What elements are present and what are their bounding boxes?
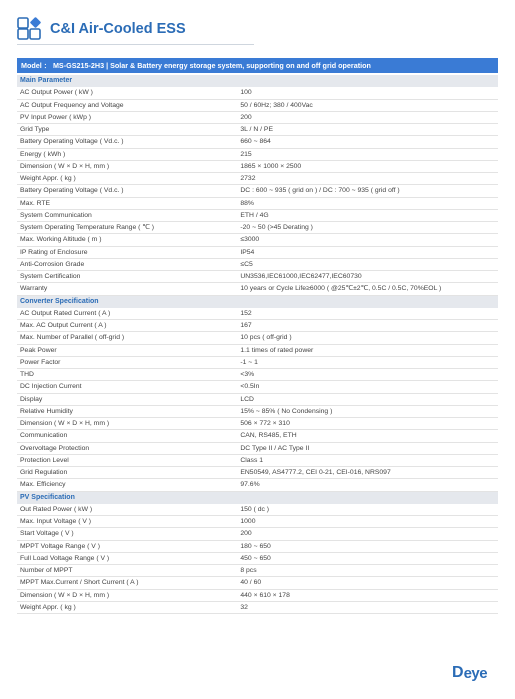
table-row <box>17 259 498 271</box>
section-header: Converter Specification <box>17 296 498 308</box>
parameter-value: ≤C5 <box>240 260 253 268</box>
parameter-label: Relative Humidity <box>20 407 73 415</box>
title-divider <box>17 44 254 45</box>
parameter-value: <3% <box>240 371 255 378</box>
parameter-label: Overvoltage Protection <box>20 444 90 452</box>
parameter-label: Grid Type <box>20 126 50 133</box>
section-header: PV Specification <box>17 492 498 504</box>
parameter-label: System Certification <box>20 273 81 280</box>
parameter-value: 1865 × 1000 × 2500 <box>240 162 302 170</box>
parameter-value: 660 ~ 864 <box>240 138 271 146</box>
table-row <box>17 577 498 589</box>
table-row <box>17 504 498 516</box>
parameter-label: Dimension ( W × D × H, mm ) <box>20 162 110 170</box>
parameter-label: DC Injection Current <box>20 383 82 391</box>
parameter-label: Max. Number of Parallel ( off-grid ) <box>20 334 125 342</box>
parameter-label: Grid Regulation <box>20 469 68 476</box>
table-row <box>17 271 498 283</box>
table-row <box>17 443 498 455</box>
parameter-value: <0.5In <box>240 383 260 391</box>
parameter-value: 15% ~ 85% ( No Condensing ) <box>240 407 333 415</box>
parameter-value: DC : 600 ~ 935 ( grid on ) / DC : 700 ~ 935 ( grid off ) <box>240 187 400 195</box>
table-row <box>17 357 498 369</box>
parameter-label: Dimension ( W × D × H, mm ) <box>20 420 110 427</box>
table-row <box>17 455 498 467</box>
parameter-value: 440 × 610 × 178 <box>240 591 290 599</box>
table-row <box>17 381 498 393</box>
table-row <box>17 467 498 479</box>
parameter-label: Max. RTE <box>20 199 51 207</box>
table-row <box>17 136 498 148</box>
parameter-value: 50 / 60Hz; 380 / 400Vac <box>240 101 313 109</box>
parameter-label: System Communication <box>20 211 92 219</box>
parameter-label: System Operating Temperature Range ( ℃ ) <box>20 224 155 231</box>
parameter-label: Power Factor <box>20 358 61 366</box>
table-row <box>17 161 498 173</box>
table-row <box>17 406 498 418</box>
table-row <box>17 100 498 112</box>
table-row <box>17 320 498 332</box>
parameter-label: Peak Power <box>20 346 57 354</box>
page-title: C&I Air-Cooled ESS <box>50 21 186 37</box>
table-row <box>17 87 498 99</box>
parameter-value: 88% <box>240 199 254 207</box>
parameter-value: EN50549, AS4777.2, CEI 0-21, CEI-016, NRS097 <box>240 469 391 476</box>
parameter-value: 450 ~ 650 <box>240 554 271 562</box>
parameter-label: MPPT Max.Current / Short Current ( A ) <box>20 579 139 587</box>
parameter-label: PV Input Power ( kWp ) <box>20 113 92 121</box>
parameter-value: 32 <box>240 603 248 611</box>
parameter-value: Class 1 <box>240 456 264 464</box>
table-row <box>17 394 498 406</box>
parameter-label: Out Rated Power ( kW ) <box>20 505 93 513</box>
parameter-value: 180 ~ 650 <box>240 542 271 550</box>
parameter-label: Max. Efficiency <box>20 481 66 489</box>
parameter-value: ETH / 4G <box>240 211 269 219</box>
table-row <box>17 247 498 259</box>
table-row <box>17 479 498 491</box>
parameter-value: DC Type II / AC Type II <box>240 444 310 452</box>
parameter-label: Anti-Corrosion Grade <box>20 260 85 268</box>
table-row <box>17 602 498 614</box>
parameter-label: Dimension ( W × D × H, mm ) <box>20 591 110 599</box>
parameter-value: -1 ~ 1 <box>240 358 258 366</box>
table-row <box>17 528 498 540</box>
table-row <box>17 516 498 528</box>
parameter-value: 215 <box>240 150 252 158</box>
parameter-value: 1.1 times of rated power <box>240 346 314 354</box>
table-row <box>17 185 498 197</box>
parameter-value: 150 ( dc ) <box>240 505 270 513</box>
table-row <box>17 283 498 295</box>
spec-table <box>17 75 498 614</box>
parameter-label: Battery Operating Voltage ( Vd.c. ) <box>20 138 124 146</box>
table-row <box>17 332 498 344</box>
parameter-value: 8 pcs <box>240 567 257 574</box>
parameter-label: Battery Operating Voltage ( Vd.c. ) <box>20 187 124 195</box>
parameter-value: 2732 <box>240 175 256 182</box>
parameter-label: MPPT Voltage Range ( V ) <box>20 542 100 550</box>
table-row <box>17 369 498 381</box>
parameter-label: Protection Level <box>20 456 69 464</box>
table-row <box>17 308 498 320</box>
table-row <box>17 112 498 124</box>
parameter-value: 200 <box>240 530 252 538</box>
parameter-value: -20 ~ 50 (>45 Derating ) <box>240 224 313 231</box>
parameter-label: Max. Working Altitude ( m ) <box>20 236 102 244</box>
table-row <box>17 149 498 161</box>
parameter-value: CAN, RS485, ETH <box>240 432 297 440</box>
parameter-label: Communication <box>20 432 68 440</box>
deye-logo <box>452 664 487 682</box>
table-row <box>17 222 498 234</box>
parameter-value: 40 / 60 <box>240 579 262 587</box>
parameter-label: Max. AC Output Current ( A ) <box>20 322 107 329</box>
model-bar: Model ： MS-GS215-2H3 | Solar & Battery energy storage system, supporting on and off grid operation <box>17 58 498 73</box>
parameter-value: 167 <box>240 322 252 329</box>
parameter-value: 200 <box>240 113 252 121</box>
parameter-label: AC Output Power ( kW ) <box>20 89 93 97</box>
parameter-label: Warranty <box>20 285 48 293</box>
parameter-value: 3L / N / PE <box>240 126 273 133</box>
parameter-label: THD <box>20 371 34 378</box>
parameter-value: 10 years or Cycle Life≥6000 ( @25℃±2℃, 0.5C / 0.5C, 70%EOL ) <box>240 285 442 293</box>
parameter-value: LCD <box>240 395 254 403</box>
parameter-label: Full Load Voltage Range ( V ) <box>20 554 110 562</box>
parameter-value: 1000 <box>240 518 256 525</box>
parameter-value: 506 × 772 × 310 <box>240 420 290 427</box>
parameter-label: Number of MPPT <box>20 567 73 574</box>
parameter-label: Max. Input Voltage ( V ) <box>20 518 92 525</box>
table-row <box>17 541 498 553</box>
parameter-label: Start Voltage ( V ) <box>20 530 74 538</box>
parameter-label: Energy ( kWh ) <box>20 150 66 158</box>
table-row <box>17 418 498 430</box>
parameter-label: AC Output Frequency and Voltage <box>20 101 124 109</box>
table-row <box>17 565 498 577</box>
table-row <box>17 553 498 565</box>
section-header: Main Parameter <box>17 75 498 87</box>
table-row <box>17 430 498 442</box>
parameter-value: ≤3000 <box>240 236 260 244</box>
parameter-value: 97.6% <box>240 481 260 489</box>
parameter-value: UN3536,IEC61000,IEC62477,IEC60730 <box>240 273 362 280</box>
table-row <box>17 234 498 246</box>
parameter-label: IP Rating of Enclosure <box>20 248 88 256</box>
parameter-label: Display <box>20 395 43 403</box>
page-header <box>17 16 186 42</box>
parameter-value: 152 <box>240 309 252 317</box>
parameter-value: 10 pcs ( off-grid ) <box>240 334 292 342</box>
logo-text: eye <box>463 664 488 682</box>
app-grid-icon <box>17 17 41 41</box>
parameter-value: IP54 <box>240 248 255 256</box>
table-row <box>17 345 498 357</box>
logo-initial: D <box>452 664 464 681</box>
parameter-label: Weight Appr. ( kg ) <box>20 175 76 182</box>
table-row <box>17 198 498 210</box>
parameter-value: 100 <box>240 89 252 97</box>
table-row <box>17 124 498 136</box>
table-row <box>17 590 498 602</box>
table-row <box>17 173 498 185</box>
parameter-label: AC Output Rated Current ( A ) <box>20 309 111 317</box>
parameter-label: Weight Appr. ( kg ) <box>20 603 76 611</box>
table-row <box>17 210 498 222</box>
